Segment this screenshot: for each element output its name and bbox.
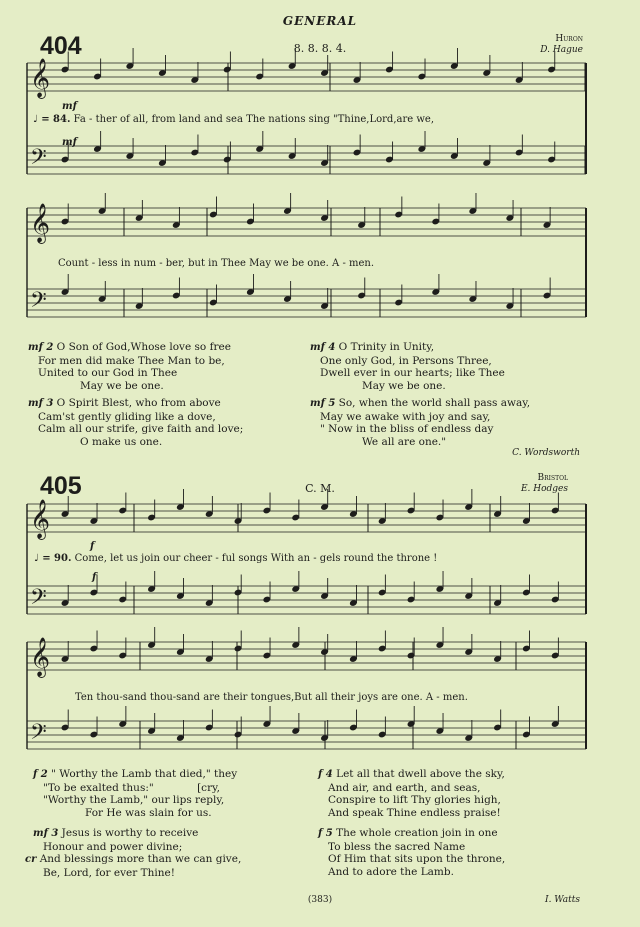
author-credit: C. Wordsworth	[512, 448, 580, 458]
tempo-mark: ♩ = 84.	[33, 114, 71, 125]
stanza-line: " Worthy the Lamb that died," they	[51, 768, 238, 780]
stanza-number: f 2	[33, 769, 48, 780]
stanza-line: Of Him that sits upon the throne,	[328, 853, 506, 865]
tempo-mark: ♩ = 90.	[34, 553, 72, 564]
dynamic-mark: f	[90, 541, 95, 552]
stanza-line: And to adore the Lamb.	[328, 865, 454, 878]
stanza-line: " Now in the bliss of endless day	[320, 423, 494, 435]
stanza-line: Dwell ever in our hearts; like Thee	[320, 367, 505, 379]
stanza-line: So, when the world shall pass away,	[338, 397, 531, 409]
dynamic-mark: mf	[62, 137, 77, 148]
stanza-line: Jesus is worthy to receive	[61, 827, 199, 839]
tune-name: Bristol	[537, 473, 568, 483]
stanza-number: f 4	[318, 769, 333, 780]
stanza-line: For men did make Thee Man to be,	[38, 354, 225, 367]
treble-clef-icon: 𝄞	[30, 499, 51, 539]
treble-clef-icon: 𝄞	[30, 58, 51, 98]
stanza-line: Be, Lord, for ever Thine!	[43, 866, 175, 879]
lyric-text: Come, let us join our cheer - ful songs With an - gels round the throne !	[74, 553, 438, 564]
stanza-line: O Trinity in Unity,	[338, 341, 435, 353]
stanza-line: May we be one.	[80, 379, 164, 392]
stanza-number: mf 3	[33, 828, 59, 839]
stanza-number: f 5	[318, 828, 333, 839]
lyric-text: Fa - ther of all, from land and sea The nations sing "Thine,Lord,are we,	[73, 114, 434, 125]
stanza-line: O Son of God,Whose love so free	[56, 341, 231, 353]
stanza-number: mf 5	[310, 398, 336, 409]
stanza-line: One only God, in Persons Three,	[320, 354, 492, 367]
stanza-line: Conspire to lift Thy glories high,	[328, 794, 501, 806]
bass-clef-icon: 𝄢	[30, 145, 47, 175]
dynamic-mark: mf	[62, 101, 77, 112]
stanza-line: May we be one.	[362, 379, 446, 392]
composer-name: E. Hodges	[520, 484, 568, 494]
stanza-line: O make us one.	[80, 435, 163, 448]
hymn-number: 405	[40, 472, 82, 500]
stanza-line: Let all that dwell above the sky,	[336, 768, 505, 780]
stanza-line: To bless the sacred Name	[328, 840, 466, 853]
lyric-line: Ten thou-sand thou-sand are their tongues,But all their joys are one. A - men.	[75, 692, 468, 703]
stanza-line: May we awake with joy and say,	[320, 410, 491, 423]
stanza-line: Cam'st gently gliding like a dove,	[38, 410, 216, 423]
composer-name: D. Hague	[540, 45, 583, 55]
stanza-line: We all are one."	[362, 435, 447, 448]
bass-clef-icon: 𝄢	[30, 720, 47, 750]
stanza-line: "Worthy the Lamb," our lips reply,	[43, 794, 225, 806]
dynamic-mark: cr	[25, 854, 37, 865]
page-number: (383)	[307, 895, 333, 905]
stanza-line: The whole creation join in one	[336, 827, 498, 839]
stanza-line: And blessings more than we can give,	[39, 853, 242, 865]
bass-clef-icon: 𝄢	[30, 288, 47, 318]
running-head: GENERAL	[282, 14, 358, 28]
stanza-line: O Spirit Blest, who from above	[56, 397, 221, 409]
stanza-line: Honour and power divine;	[43, 840, 183, 853]
stanza-line: And air, and earth, and seas,	[328, 781, 481, 794]
dynamic-mark: f	[92, 572, 97, 583]
treble-clef-icon: 𝄞	[30, 637, 51, 677]
hymn-number: 404	[40, 32, 82, 60]
stanza-number: mf 2	[28, 342, 54, 353]
stanza-line: For He was slain for us.	[85, 806, 212, 819]
author-credit: I. Watts	[545, 895, 580, 905]
stanza-line: "To be exalted thus:" [cry,	[43, 781, 220, 794]
bass-clef-icon: 𝄢	[30, 585, 47, 615]
stanza-line: United to our God in Thee	[38, 367, 178, 379]
stanza-line: And speak Thine endless praise!	[328, 806, 501, 819]
lyric-line: Count - less in num - ber, but in Thee May we be one. A - men.	[58, 258, 375, 269]
hymn-meter: C. M.	[305, 482, 335, 495]
treble-clef-icon: 𝄞	[30, 203, 51, 243]
stanza-line: Calm all our strife, give faith and love;	[38, 423, 244, 435]
hymn-meter: 8. 8. 8. 4.	[293, 42, 347, 55]
stanza-number: mf 4	[310, 342, 336, 353]
tune-name: Huron	[555, 34, 583, 44]
stanza-number: mf 3	[28, 398, 54, 409]
